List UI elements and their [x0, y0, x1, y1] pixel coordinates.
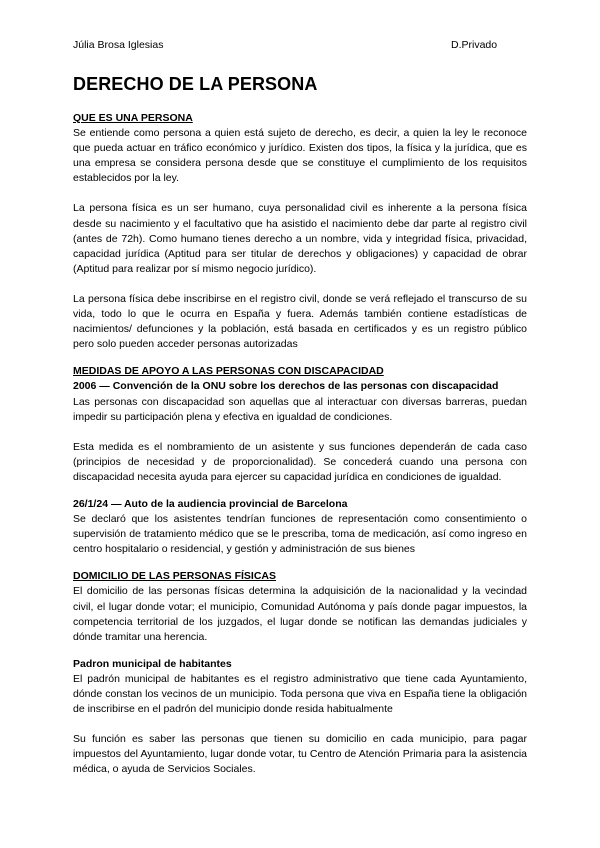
- author-name: Júlia Brosa Iglesias: [73, 39, 164, 51]
- section-heading-domicilio: DOMICILIO DE LAS PERSONAS FÍSICAS: [73, 570, 277, 583]
- subheading: 26/1/24 — Auto de la audiencia provincial de Barcelona: [73, 497, 348, 510]
- paragraph: Esta medida es el nombramiento de un asistente y sus funciones dependerán de cada caso (principios de necesidad y de proporcionalidad). Se concederá cuando una persona con discapacidad necesita ayuda para ejercer su capacidad jurídica en condiciones de igualdad.: [73, 440, 527, 483]
- course-name: D.Privado: [451, 39, 498, 51]
- paragraph: Su función es saber las personas que tienen su domicilio en cada municipio, para pagar impuestos del Ayuntamiento, lugar donde votar, tu Centro de Atención Primaria para la asistencia médica, o ayuda de Servicios Sociales.: [73, 733, 527, 776]
- paragraph: La persona física debe inscribirse en el registro civil, donde se verá reflejado el transcurso de su vida, todo lo que le ocurra en España y fuera. Además también contiene estadísticas de nacimientos/ defunciones y la población, está basada en certificados y es un registro público pero solo pueden acceder personas autorizadas: [73, 292, 527, 351]
- paragraph: Se declaró que los asistentes tendrían funciones de representación como consentimiento o supervisión de tratamiento médico que se le prescriba, toma de medicación, así como ingreso en centro hospitalario o residencial, y gestión y administración de sus bienes: [73, 513, 527, 556]
- page-header: [73, 39, 527, 53]
- document-title: DERECHO DE LA PERSONA: [73, 74, 318, 94]
- section-heading-discapacidad: MEDIDAS DE APOYO A LAS PERSONAS CON DISCAPACIDAD: [73, 365, 384, 378]
- paragraph: El domicilio de las personas físicas determina la adquisición de la nacionalidad y la vecindad civil, el lugar donde votar; el municipio, Comunidad Autónoma y país donde pagar impuestos, la competencia territorial de los juzgados, el lugar donde se notifican las demandas judiciales y dónde tramitar una herencia.: [73, 585, 527, 643]
- paragraph: El padrón municipal de habitantes es el registro administrativo que tiene cada Ayuntamiento, dónde constan los vecinos de un municipio. Toda persona que viva en España tiene la obligación de inscribirse en el padrón del municipio donde resida habitualmente: [73, 672, 527, 716]
- document-body: [73, 111, 527, 777]
- section-heading-persona: QUE ES UNA PERSONA: [73, 112, 193, 124]
- subheading: 2006 — Convención de la ONU sobre los derechos de las personas con discapacidad: [73, 380, 499, 393]
- paragraph: La persona física es un ser humano, cuya personalidad civil es inherente a la persona física desde su nacimiento y el facultativo que ha asistido el nacimiento debe dar parte al registro civil (antes de 72h). Como humano tienes derecho a un nombre, vida y integridad física, privacidad, capacidad jurídica (Aptitud para ser titular de derechos y obligaciones) y capacidad de obrar (Aptitud para realizar por sí mismo negocio jurídico).: [73, 202, 527, 275]
- paragraph: Las personas con discapacidad son aquellas que al interactuar con diversas barreras, puedan impedir su participación plena y efectiva en igualdad de condiciones.: [73, 395, 527, 423]
- subheading: Padron municipal de habitantes: [73, 657, 232, 670]
- paragraph: Se entiende como persona a quien está sujeto de derecho, es decir, a quien la ley le reconoce que pueda actuar en tráfico económico y jurídico. Existen dos tipos, la física y la jurídica, que es una empresa se considera persona desde que se constituye el cumplimiento de los requisitos establecidos por la ley.: [73, 127, 527, 185]
